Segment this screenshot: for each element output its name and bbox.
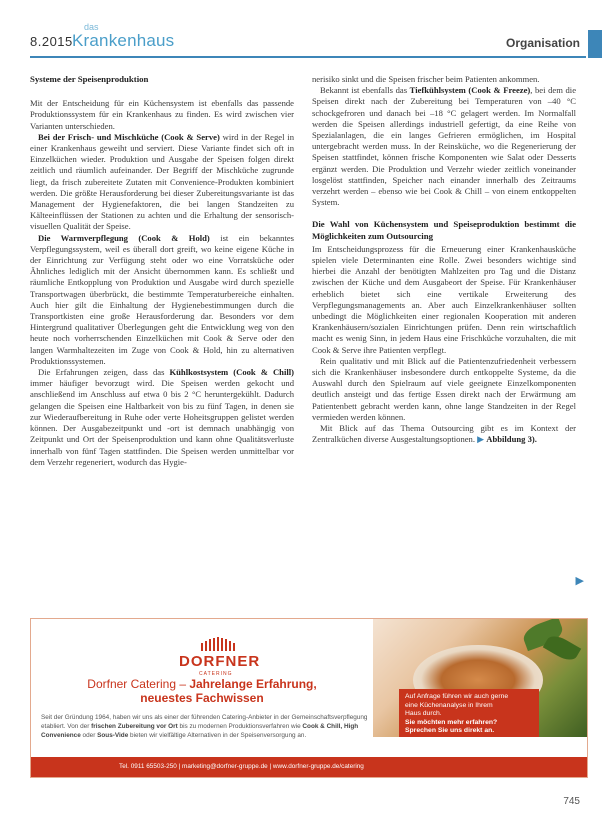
cook-hold-term: Die Warmverpflegung (Cook & Hold)	[38, 232, 210, 243]
cook-freeze-term: Tiefkühlsystem (Cook & Freeze)	[409, 85, 531, 96]
cook-serve-term: Bei der Frisch- und Mischküche (Cook & Serve)	[38, 131, 220, 142]
ad-headline: Dorfner Catering – Jahrelange Erfahrung, neuestes Fachwissen	[87, 677, 317, 705]
page-number: 745	[563, 796, 580, 807]
dorfner-logo	[169, 633, 265, 675]
section-title: Organisation	[505, 36, 580, 50]
brand-name: DORFNER	[179, 653, 261, 670]
page-header	[0, 0, 602, 62]
right-paragraph-5: Mit Blick auf das Thema Outsourcing gibt es im Kontext der Zentralküchen diverse Ausgestaltungsoptionen. ▶ Abbildung 3).	[312, 423, 576, 446]
ad-callout-box: Auf Anfrage führen wir auch gerne eine Küchenanalyse in Ihrem Haus durch. Sie möchten mehr erfahren? Sprechen Sie uns direkt an.	[399, 689, 539, 737]
right-paragraph-4: Rein qualitativ und mit Blick auf die Patientenzufriedenheit verbessern sich die Krankenhäuser insbesondere durch entkoppelte Systeme, da die Auswahl durch den Spielraum auf viele geeignete Einzelkomponenten deutlich ansteigt und das fertige Essen direkt nach der Erwärmung am Patientenbett gebracht werden kann, ohne lange Standzeiten in der Regel vermieden werden können.	[312, 355, 576, 422]
brand-sub: CATERING	[199, 671, 233, 677]
right-heading: Die Wahl von Küchensystem und Speiseproduktion bestimmt die Möglichkeiten zum Outsourcing	[312, 219, 576, 241]
left-column	[30, 74, 294, 468]
header-rule	[30, 56, 586, 58]
advertisement[interactable]	[30, 618, 588, 778]
left-paragraph-2: Bei der Frisch- und Mischküche (Cook & Serve) wird in der Regel in einer Krankenhaus geweiht und serviert. Diese Variante findet sich oft in Einzelküchen wieder. Produktion und Ausgabe der Speisen folgen direkt zeitlich und räumlich aufeinander. Der Begriff der Mischküche zugrunde liegt, da frisch zubereitete Zutaten mit Convenience-Produkten kombiniert werden. Die größte Herausforderung bei dieser Zubereitungsvariante ist das Management der Hygienefaktoren, die bei langen Standzeiten zu Kälteeinflüssen der Stationen zu achten und die Erhaltung der sensorisch-visuellen Qualität der Speise.	[30, 131, 294, 232]
left-paragraph-1: Mit der Entscheidung für ein Küchensystem ist ebenfalls das passende Produktionssystem für ein Krankenhaus zu finden. Es wird zwischen vier Varianten unterschieden.	[30, 98, 294, 131]
ad-body-text: Seit der Gründung 1964, haben wir uns als einer der führenden Catering-Anbieter in der Gemeinschaftsverpflegung etabliert. Von der frischen Zubereitung vor Ort bis zu modernen Produktionsverfahren wie Cook & Chill, High Convenience oder Sous-Vide bieten wir vielfältige Alternativen in der Speisenversorgung an.	[41, 714, 368, 740]
ad-contact-bar[interactable]: Tel. 0911 65503-250 | marketing@dorfner-gruppe.de | www.dorfner-gruppe.de/catering	[31, 757, 587, 777]
section-tab	[588, 30, 602, 58]
left-paragraph-3: Die Warmverpflegung (Cook & Hold) ist ein bekanntes Verpflegungssystem, weil es überall dort greift, wo keine eigene Küche in der Einrichtung zur Verfügung steht oder wo eine Vorratsküche oder Ähnliches lediglich mit der Ansicht übernommen kann. Es schließt und räumliche Entkopplung von Produktion und Ausgabe wird durch spezielle Transportwagen überbrückt, die bestimmte Temperaturbereiche einhalten. Auch hier gilt die Einhaltung der Hygienebestimmungen durch die Transportkisten eine große Herausforderung dar. Besonders vor dem Hintergrund qualitativer Überlegungen geht die Entwicklung weg von den heute noch vorherrschenden Einzelküchen mit Cook & Serve oder den langen Warmhaltezeiten im Zuge von Cook & Hold, hin zu alternativen Produktionssystemen.	[30, 232, 294, 366]
issue-number: 8.2015	[30, 34, 73, 49]
right-column	[312, 74, 576, 447]
right-paragraph-2: Bekannt ist ebenfalls das Tiefkühlsystem (Cook & Freeze), bei dem die Speisen direkt nach der Zubereitung bei Temperaturen von –40 °C schockgefroren und danach bei –18 °C gelagert werden. Im Normalfall werden die Speisen allerdings industriell gefertigt, da eine Reihe von Spezialanlagen, die ein langes Gefrieren ermöglichen, im Hospital untergebracht werden muss. In der Reinsküche, wo die Regenerierung der Speisen stattfindet, können frische Komponenten wie Salat oder Desserts ergänzt werden. Die Produktion und Verzehr wieder zeitlich voneinander losgelöst stattfinden, Speicher nach einander innerhalb des Zeitraums verzehrt werden – ebenso wie bei Cook & Chill – von einem entkoppelten System.	[312, 85, 577, 208]
right-paragraph-1: nerisiko sinkt und die Speisen frischer beim Patienten ankommen.	[312, 74, 540, 84]
right-paragraph-3: Im Entscheidungsprozess für die Erneuerung einer Krankenhausküche spielen viele Determinanten eine Rolle. Zwei besonders wichtige sind hierbei die Anzahl der benötigten Mahlzeiten pro Tag und die Distanz zwischen der Küche und dem Ausgabeort der Speise. Für Krankenhäuser erheblich bietet sich eine vertikale Erweiterung des Verpflegungsmanagements an. Aber auch Einzelkrankenhäuser sollten unbedingt die Möglichkeiten einer regionalen Kooperation mit anderen Krankenhäusern/sozialen Einrichtungen prüfen. Denn rein wirtschaftlich macht es wenig Sinn, in jedem Haus eine Frischküche vorzuhalten, die mit Cook & Serve ihre Patienten verpflegt.	[312, 243, 576, 355]
figure-arrow-icon: ▶	[477, 435, 485, 446]
figure-reference[interactable]: Abbildung 3).	[486, 434, 537, 445]
left-paragraph-4: Die Erfahrungen zeigen, dass das Kühlkostsystem (Cook & Chill) immer häufiger bevorzugt wird. Die Speisen werden gekocht und anschließend im Anschluss auf etwa 0 bis 2 °C heruntergekühlt. Dadurch gelangen die Speisen eine Haltbarkeit von bis zu fünf Tagen, in denen sie zur Wiederaufbereitung in Ruhe oder verte Hoheitsgruppen gelistet werden können. Der Ausgabezeitpunkt und -ort ist demnach unabhängig von Zeitpunkt und Ort der Speisenproduktion und kann ohne Qualitätsverluste innerhalb von fünf Tagen stattfinden. Die Speisen werden unmittelbar vor dem Verzehr regeneriert, wodurch das Hygie-	[30, 367, 294, 467]
left-heading: Systeme der Speisenproduktion	[30, 74, 149, 84]
logo-small-text: das	[84, 22, 99, 32]
cook-chill-term: Kühlkostsystem (Cook & Chill)	[169, 367, 294, 378]
logo-main-text: Krankenhaus	[72, 31, 175, 50]
continue-arrow-icon: ▶	[575, 574, 584, 587]
herb-leaf	[543, 632, 581, 665]
crown-icon	[199, 637, 239, 651]
